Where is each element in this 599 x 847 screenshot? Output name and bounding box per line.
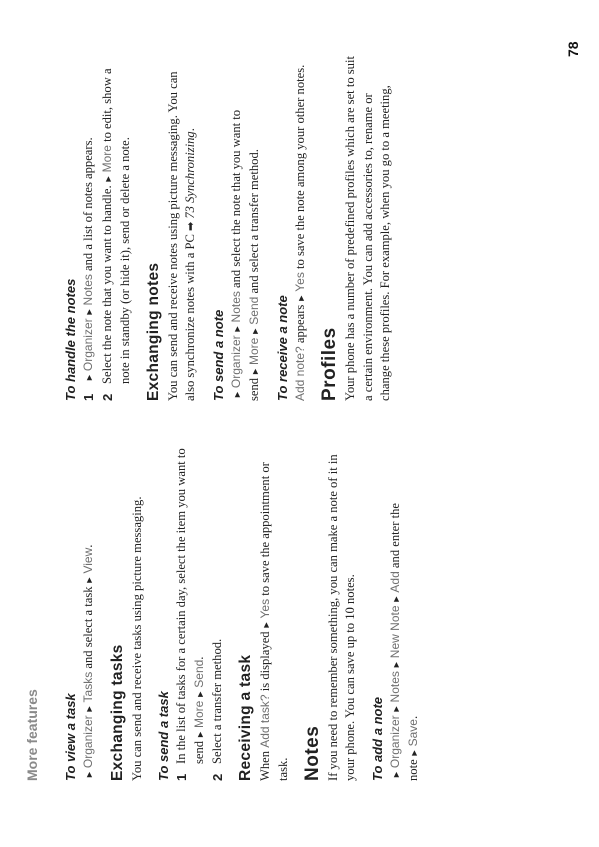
arrow-icon: ► (250, 366, 260, 376)
exchanging-tasks-text: You can send and receive tasks using picture messaging. (129, 496, 144, 781)
arrow-icon: ► (84, 770, 94, 779)
send-note-text: ►Organizer►Notes and select the note that you want to send►More►Send and select a transfer method. (228, 109, 261, 401)
exchanging-tasks-heading: Exchanging tasks (108, 644, 126, 781)
step-item: 1 ►Organizer►Notes and a list of notes appears. (81, 137, 96, 401)
arrow-icon: ► (84, 307, 94, 317)
page-reference-arrow-icon: ➡ (185, 221, 197, 231)
arrow-icon: ► (260, 620, 271, 630)
arrow-icon: ► (390, 704, 401, 714)
arrow-icon: ► (295, 293, 306, 303)
exchanging-notes-heading: Exchanging notes (144, 262, 162, 401)
arrow-icon: ► (84, 373, 94, 382)
receive-note-text: Add note? appears►Yes to save the note among your other notes. (292, 64, 307, 401)
arrow-icon: ► (84, 704, 94, 714)
view-task-heading: To view a task (63, 693, 78, 781)
send-note-heading: To send a note (210, 309, 226, 401)
page-number: 78 (565, 41, 581, 57)
handle-notes-heading: To handle the notes (63, 278, 78, 401)
arrow-icon: ► (102, 174, 113, 184)
notes-heading: Notes (301, 725, 323, 781)
arrow-icon: ► (390, 660, 401, 670)
receiving-task-text: When Add task? is displayed►Yes to save the appointment or task. (257, 462, 290, 781)
left-column (62, 436, 433, 781)
step-item: 2 Select a transfer method. (210, 638, 225, 781)
arrow-icon: ► (250, 326, 260, 336)
add-note-heading: To add a note (369, 696, 385, 781)
exchanging-notes-text: You can send and receive notes using picture messaging. You can also synchronize notes with a PC ➡ 73 Synchronizing. (165, 71, 197, 401)
arrow-icon: ► (390, 594, 401, 604)
add-note-text: ►Organizer►Notes►New Note►Add and enter the note►Save. (387, 503, 420, 781)
notes-text: If you need to remember something, you can make a note of it in your phone. You can save up to 10 notes. (325, 454, 357, 781)
right-column (62, 56, 404, 401)
arrow-icon: ► (231, 390, 242, 399)
arrow-icon: ► (231, 324, 242, 334)
arrow-icon: ► (409, 748, 419, 758)
step-item: 1 In the list of tasks for a certain day, select the item you want to send►More►Send. (174, 448, 206, 781)
arrow-icon: ► (194, 689, 205, 699)
step-item: 2 Select the note that you want to handle.►More to edit, show a note in standby (or hide it), send or delete a note. (99, 68, 132, 401)
arrow-icon: ► (194, 729, 205, 739)
view-task-text: ►Organizer►Tasks and select a task►View. (81, 544, 95, 779)
send-task-heading: To send a task (156, 691, 171, 781)
profiles-heading: Profiles (319, 327, 340, 401)
section-header: More features (24, 689, 40, 781)
send-task-steps (173, 436, 227, 781)
profiles-text: Your phone has a number of predefined profiles which are set to suit a certain environment. You can add accessories to, rename or change these profiles. For example, when you go to a meeting, (343, 56, 392, 401)
arrow-icon: ► (390, 770, 401, 779)
receiving-task-heading: Receiving a task (236, 654, 254, 781)
receive-note-heading: To receive a note (274, 295, 290, 401)
handle-notes-steps (80, 56, 135, 401)
arrow-icon: ► (84, 575, 94, 585)
